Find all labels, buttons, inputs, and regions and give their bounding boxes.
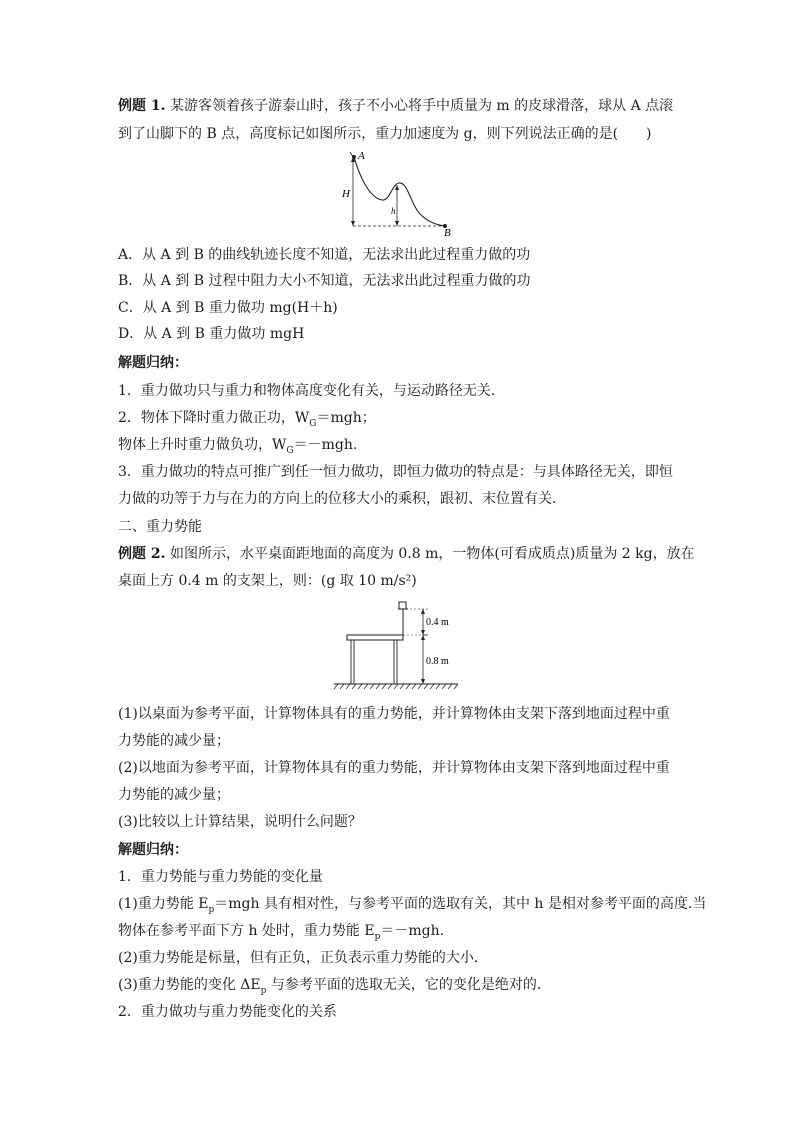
summary2-heading2: 2．重力做功与重力势能变化的关系	[118, 1004, 337, 1020]
example2-part2-line2: 力势能的减少量；	[118, 787, 230, 803]
subscript-p: p	[260, 985, 267, 996]
summary1-point3-line1: 3．重力做功的特点可推广到任一恒力做功，即恒力做功的特点是：与具体路径无关，即恒	[118, 464, 673, 480]
example1-question-text1: 某游客领着孩子游泰山时，孩子不小心将手中质量为 m 的皮球滑落，球从 A 点滚	[169, 98, 674, 114]
summary1-point2b-text: 物体上升时重力做负功，W	[118, 437, 287, 453]
option-c: C．从 A 到 B 重力做功 mg(H＋h)	[118, 300, 338, 316]
example2-part1-line2: 力势能的减少量；	[118, 733, 230, 749]
summary2-point1-line2	[118, 922, 444, 946]
summary1-point2-text: 2．物体下降时重力做正功，W	[118, 410, 310, 426]
summary2-point3-rest: 与参考平面的选取无关，它的变化是绝对的．	[266, 977, 551, 993]
point-b-label: B	[444, 227, 451, 238]
option-a: A．从 A 到 B 的曲线轨迹长度不知道，无法求出此过程重力做的功	[118, 247, 531, 263]
example2-question-line1	[118, 545, 695, 563]
example1-label: 例题 1.	[118, 98, 166, 114]
example2-summary-title: 解题归纳：	[118, 842, 188, 858]
subscript-p: p	[374, 931, 381, 942]
option-d: D．从 A 到 B 重力做功 mgH	[118, 326, 305, 342]
summary2-point1-rest: ＝mgh 具有相对性，与参考平面的选取有关，其中 h 是相对参考平面的高度.当	[214, 896, 707, 912]
height-label-0-8m: 0.8 m	[426, 656, 449, 667]
summary1-point1: 1．重力做功只与重力和物体高度变化有关，与运动路径无关．	[118, 383, 505, 399]
height-h-label: h	[391, 206, 396, 216]
summary2-point1-text: (1)重力势能 E	[118, 896, 209, 912]
height-label-0-4m: 0.4 m	[426, 617, 449, 628]
section-heading: 二、重力势能	[118, 519, 202, 535]
summary2-point3-text: (3)重力势能的变化 ΔE	[118, 977, 261, 993]
summary2-heading1: 1．重力势能与重力势能的变化量	[118, 869, 323, 885]
height-H-label: H	[342, 188, 350, 200]
example1-question-line1	[118, 97, 673, 115]
summary1-point2b-formula: ＝－mgh.	[293, 437, 358, 453]
example2-part1-line1: (1)以桌面为参考平面，计算物体具有的重力势能，并计算物体由支架下落到地面过程中重	[118, 706, 670, 722]
summary1-point2-formula: ＝mgh；	[316, 410, 376, 426]
summary2-point3	[118, 976, 551, 1000]
example2-question-line2: 桌面上方 0.4 m 的支架上，则：(g 取 10 m/s²)	[118, 573, 417, 589]
subscript-g: G	[309, 418, 317, 429]
example2-question-text1: 如图所示，水平桌面距地面的高度为 0.8 m，一物体(可看成质点)质量为 2 kg，放在	[169, 546, 695, 562]
summary2-point1b-formula: ＝－mgh.	[380, 923, 445, 939]
subscript-g: G	[286, 445, 294, 456]
summary2-point2: (2)重力势能是标量，但有正负，正负表示重力势能的大小．	[118, 950, 488, 966]
option-b: B．从 A 到 B 过程中阻力大小不知道，无法求出此过程重力做的功	[118, 273, 531, 289]
summary1-point3-line2: 力做的功等于力与在力的方向上的位移大小的乘积，跟初、末位置有关．	[118, 491, 566, 507]
example1-summary-title: 解题归纳：	[118, 355, 188, 371]
mountain-slope-figure	[336, 148, 466, 238]
subscript-p: p	[208, 904, 215, 915]
example1-question-line2: 到了山脚下的 B 点，高度标记如图所示，重力加速度为 g，则下列说法正确的是( )	[118, 126, 652, 142]
summary2-point1-line1	[118, 895, 706, 919]
example2-part3: (3)比较以上计算结果，说明什么问题？	[118, 814, 362, 830]
table-stand-figure	[332, 598, 462, 690]
point-a-label: A	[358, 150, 365, 162]
summary1-point2-cont	[118, 436, 357, 460]
summary2-point1b-text: 物体在参考平面下方 h 处时，重力势能 E	[118, 923, 375, 939]
summary1-point2	[118, 409, 376, 433]
example2-label: 例题 2.	[118, 546, 166, 562]
example2-part2-line1: (2)以地面为参考平面，计算物体具有的重力势能，并计算物体由支架下落到地面过程中重	[118, 760, 670, 776]
